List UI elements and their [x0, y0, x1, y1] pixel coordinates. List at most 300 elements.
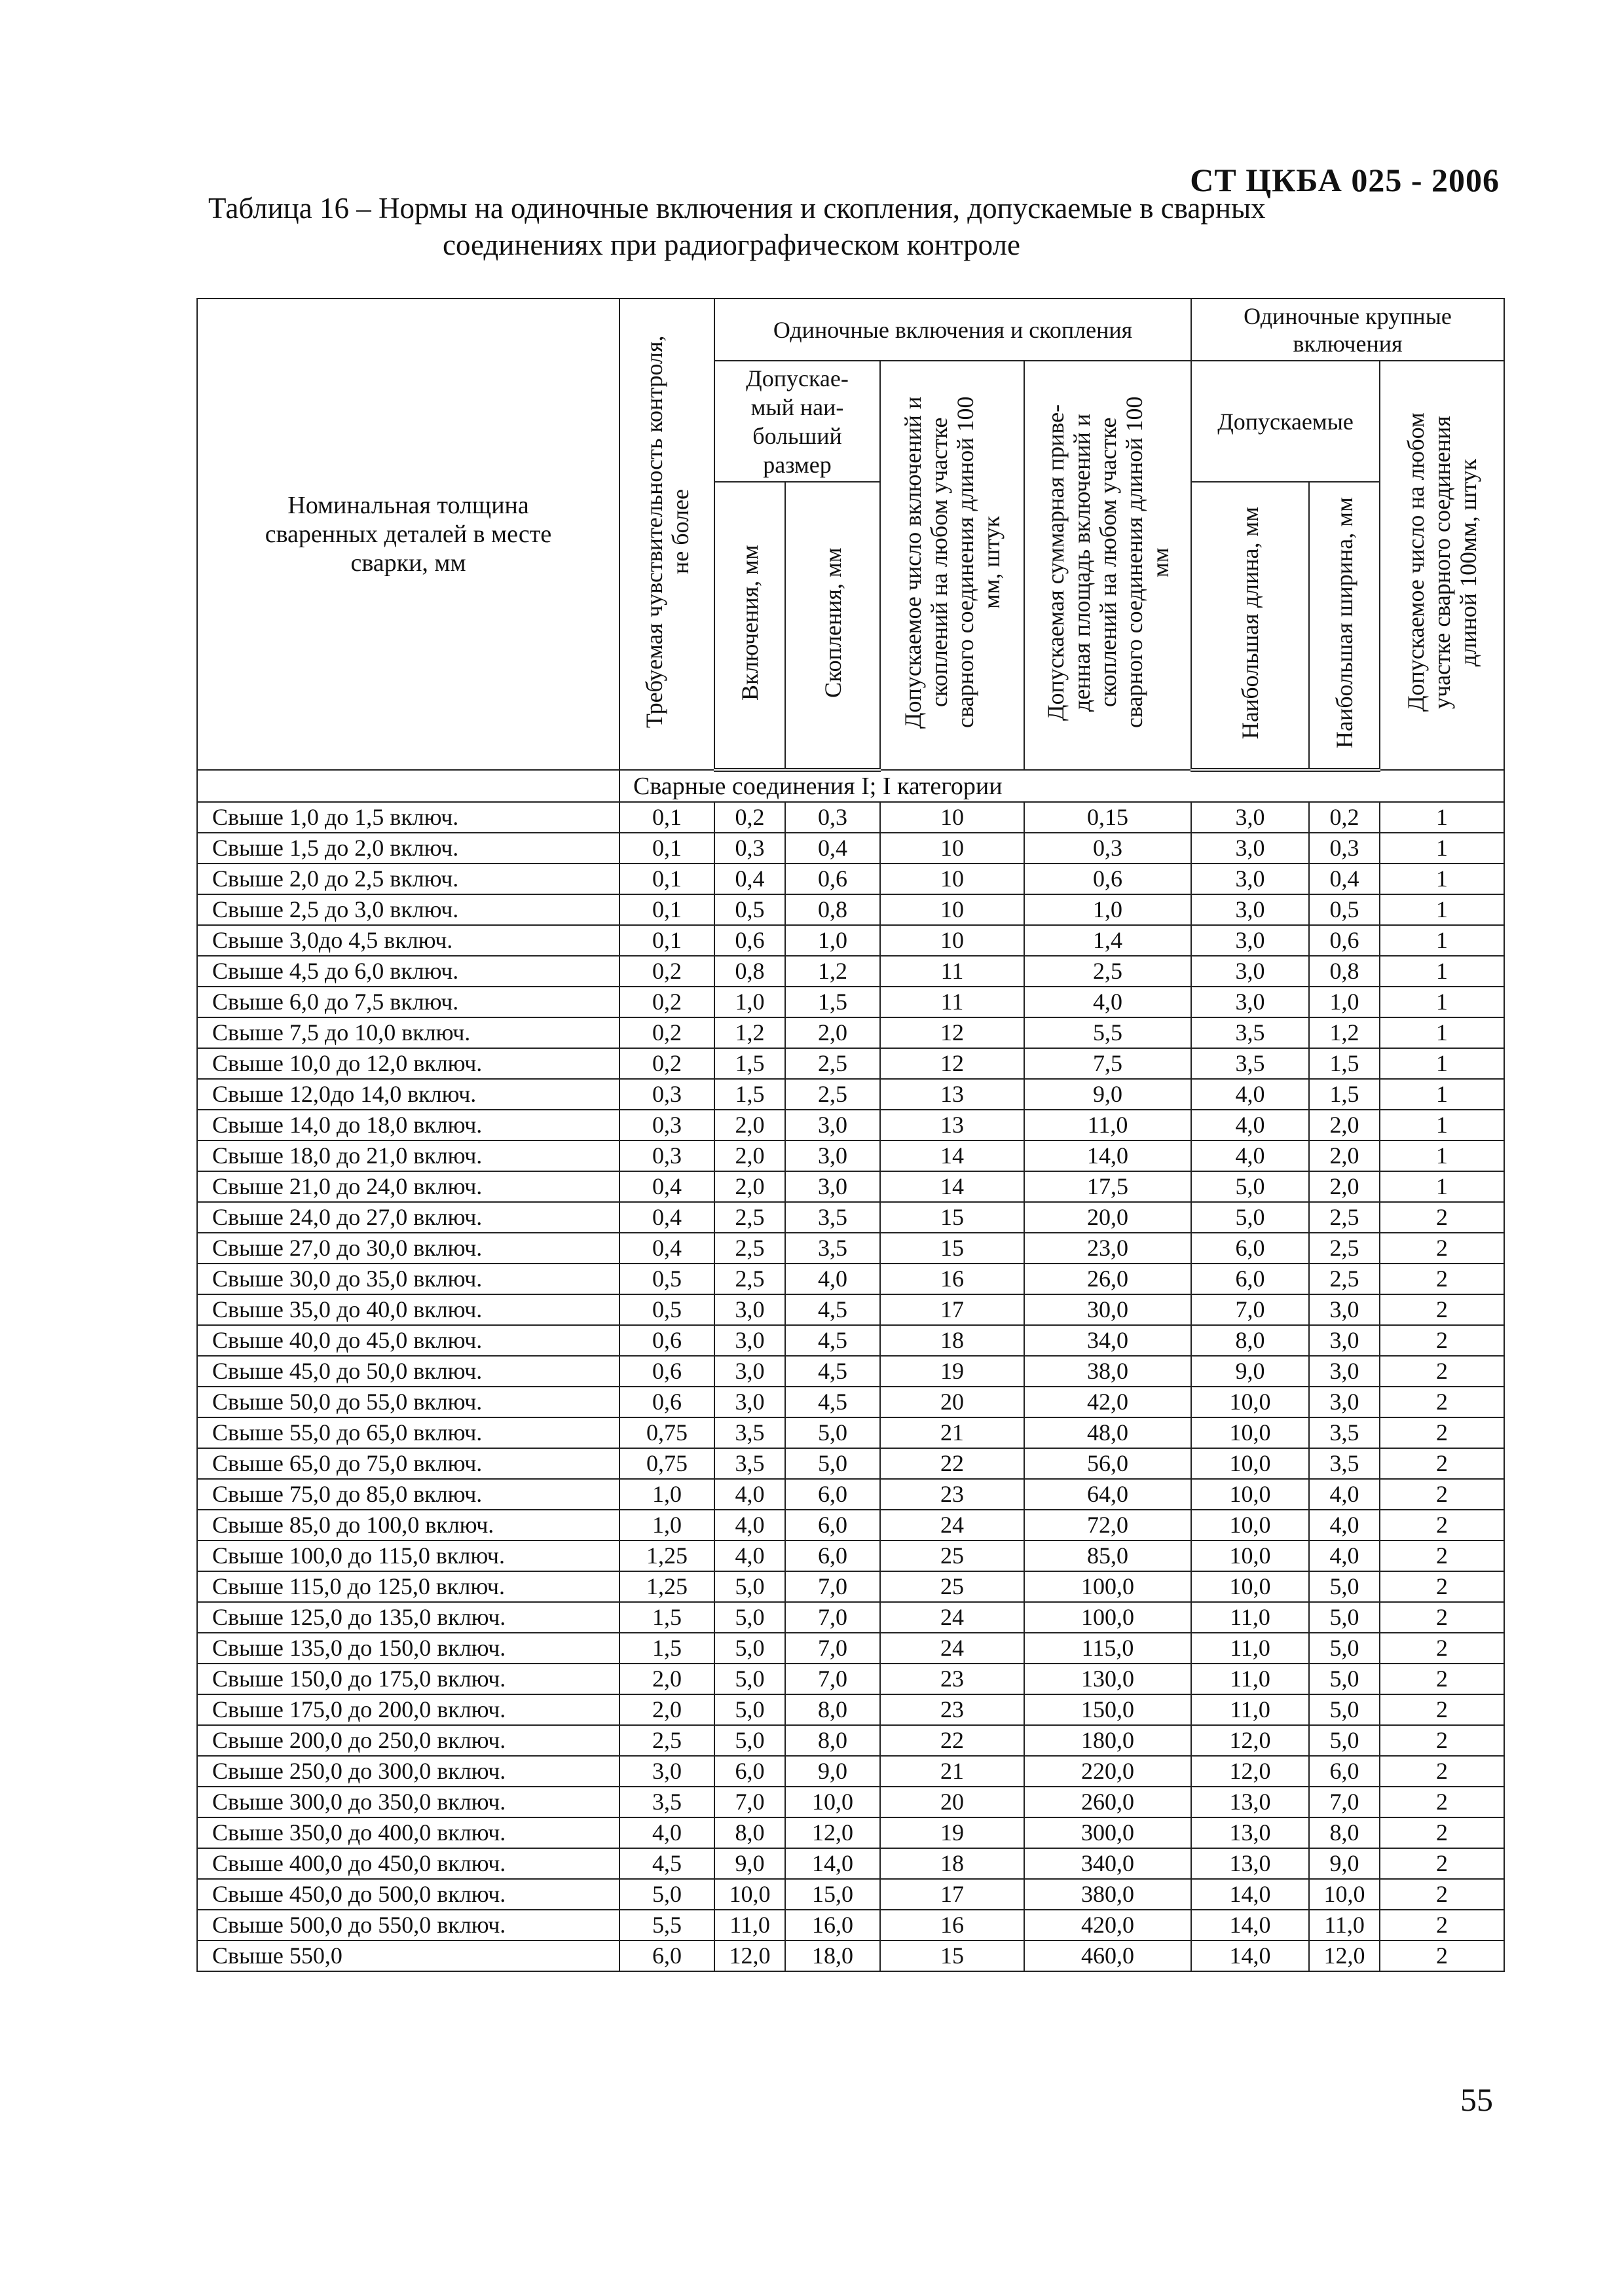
cell-large-count: 2: [1380, 1264, 1504, 1294]
cell-large-count: 2: [1380, 1325, 1504, 1356]
cell-inclusion-size: 0,6: [714, 925, 785, 956]
cell-area-100mm: 100,0: [1024, 1602, 1191, 1633]
cell-max-length: 3,0: [1191, 987, 1309, 1017]
cell-max-width: 3,0: [1309, 1325, 1380, 1356]
cell-thickness: Свыше 12,0до 14,0 включ.: [197, 1079, 619, 1110]
cell-thickness: Свыше 450,0 до 500,0 включ.: [197, 1879, 619, 1910]
table-row: [197, 1202, 1504, 1233]
header-max-length: Наибольшая длина, мм: [1191, 482, 1309, 770]
header-allowed: Допускаемые: [1191, 361, 1380, 482]
cell-max-length: 10,0: [1191, 1571, 1309, 1602]
cell-cluster-size: 2,0: [785, 1017, 880, 1048]
cell-thickness: Свыше 1,5 до 2,0 включ.: [197, 833, 619, 864]
table-row: [197, 1633, 1504, 1664]
cell-thickness: Свыше 175,0 до 200,0 включ.: [197, 1694, 619, 1725]
table-row: [197, 925, 1504, 956]
cell-cluster-size: 0,3: [785, 802, 880, 833]
cell-thickness: Свыше 400,0 до 450,0 включ.: [197, 1848, 619, 1879]
cell-max-width: 0,6: [1309, 925, 1380, 956]
cell-max-width: 3,5: [1309, 1417, 1380, 1448]
cell-count-100mm: 21: [880, 1756, 1024, 1787]
table-header: [197, 299, 1504, 770]
table-row: [197, 1817, 1504, 1848]
cell-thickness: Свыше 1,0 до 1,5 включ.: [197, 802, 619, 833]
cell-area-100mm: 0,3: [1024, 833, 1191, 864]
cell-inclusion-size: 2,5: [714, 1233, 785, 1264]
cell-large-count: 2: [1380, 1633, 1504, 1664]
cell-max-width: 3,0: [1309, 1356, 1380, 1387]
cell-area-100mm: 26,0: [1024, 1264, 1191, 1294]
cell-area-100mm: 56,0: [1024, 1448, 1191, 1479]
cell-count-100mm: 14: [880, 1171, 1024, 1202]
cell-large-count: 2: [1380, 1540, 1504, 1571]
cell-inclusion-size: 2,0: [714, 1171, 785, 1202]
cell-area-100mm: 14,0: [1024, 1140, 1191, 1171]
table-row: [197, 1356, 1504, 1387]
cell-max-length: 9,0: [1191, 1356, 1309, 1387]
cell-sensitivity: 0,3: [619, 1110, 714, 1140]
cell-large-count: 2: [1380, 1510, 1504, 1540]
cell-max-length: 10,0: [1191, 1540, 1309, 1571]
cell-cluster-size: 3,5: [785, 1202, 880, 1233]
cell-sensitivity: 3,5: [619, 1787, 714, 1817]
cell-area-100mm: 17,5: [1024, 1171, 1191, 1202]
cell-area-100mm: 38,0: [1024, 1356, 1191, 1387]
cell-max-width: 0,2: [1309, 802, 1380, 833]
cell-area-100mm: 460,0: [1024, 1941, 1191, 1971]
section-title: Сварные соединения I; I категории: [619, 770, 1504, 802]
cell-cluster-size: 6,0: [785, 1510, 880, 1540]
cell-thickness: Свыше 18,0 до 21,0 включ.: [197, 1140, 619, 1171]
cell-count-100mm: 24: [880, 1510, 1024, 1540]
header-count-100mm: Допускаемое число включений и скоплений на любом участке сварного соединения длиной 100 мм, штук: [880, 361, 1024, 770]
cell-thickness: Свыше 55,0 до 65,0 включ.: [197, 1417, 619, 1448]
cell-inclusion-size: 3,0: [714, 1356, 785, 1387]
cell-large-count: 1: [1380, 1048, 1504, 1079]
header-max-width: Наибольшая ширина, мм: [1309, 482, 1380, 770]
cell-cluster-size: 3,5: [785, 1233, 880, 1264]
cell-max-length: 12,0: [1191, 1725, 1309, 1756]
cell-count-100mm: 13: [880, 1079, 1024, 1110]
cell-large-count: 2: [1380, 1941, 1504, 1971]
cell-sensitivity: 0,1: [619, 894, 714, 925]
cell-max-width: 2,5: [1309, 1202, 1380, 1233]
cell-max-width: 0,3: [1309, 833, 1380, 864]
table-row: [197, 1910, 1504, 1941]
table-row: [197, 1694, 1504, 1725]
cell-sensitivity: 1,25: [619, 1571, 714, 1602]
cell-sensitivity: 0,6: [619, 1356, 714, 1387]
cell-max-width: 3,5: [1309, 1448, 1380, 1479]
table-row: [197, 1233, 1504, 1264]
cell-area-100mm: 34,0: [1024, 1325, 1191, 1356]
cell-max-length: 13,0: [1191, 1817, 1309, 1848]
cell-sensitivity: 0,1: [619, 864, 714, 894]
cell-sensitivity: 0,5: [619, 1294, 714, 1325]
cell-cluster-size: 12,0: [785, 1817, 880, 1848]
cell-max-length: 10,0: [1191, 1417, 1309, 1448]
table-row: [197, 1479, 1504, 1510]
cell-cluster-size: 10,0: [785, 1787, 880, 1817]
cell-sensitivity: 0,75: [619, 1448, 714, 1479]
table-row: [197, 956, 1504, 987]
cell-thickness: Свыше 6,0 до 7,5 включ.: [197, 987, 619, 1017]
cell-cluster-size: 5,0: [785, 1448, 880, 1479]
cell-area-100mm: 220,0: [1024, 1756, 1191, 1787]
cell-max-width: 5,0: [1309, 1633, 1380, 1664]
cell-max-length: 10,0: [1191, 1448, 1309, 1479]
cell-sensitivity: 0,3: [619, 1079, 714, 1110]
cell-sensitivity: 0,75: [619, 1417, 714, 1448]
cell-thickness: Свыше 14,0 до 18,0 включ.: [197, 1110, 619, 1140]
cell-large-count: 2: [1380, 1817, 1504, 1848]
cell-count-100mm: 23: [880, 1664, 1024, 1694]
cell-inclusion-size: 5,0: [714, 1602, 785, 1633]
cell-max-width: 7,0: [1309, 1787, 1380, 1817]
cell-max-length: 4,0: [1191, 1140, 1309, 1171]
cell-max-length: 11,0: [1191, 1694, 1309, 1725]
cell-inclusion-size: 3,0: [714, 1294, 785, 1325]
cell-sensitivity: 5,5: [619, 1910, 714, 1941]
cell-max-length: 11,0: [1191, 1664, 1309, 1694]
cell-max-length: 10,0: [1191, 1387, 1309, 1417]
cell-inclusion-size: 3,0: [714, 1387, 785, 1417]
cell-max-width: 4,0: [1309, 1540, 1380, 1571]
cell-max-width: 4,0: [1309, 1479, 1380, 1510]
table-row: [197, 1941, 1504, 1971]
cell-inclusion-size: 1,0: [714, 987, 785, 1017]
cell-inclusion-size: 0,3: [714, 833, 785, 864]
cell-area-100mm: 5,5: [1024, 1017, 1191, 1048]
cell-inclusion-size: 2,0: [714, 1110, 785, 1140]
cell-max-length: 7,0: [1191, 1294, 1309, 1325]
cell-inclusion-size: 0,4: [714, 864, 785, 894]
cell-inclusion-size: 1,2: [714, 1017, 785, 1048]
cell-count-100mm: 23: [880, 1479, 1024, 1510]
table-row: [197, 1387, 1504, 1417]
cell-cluster-size: 0,6: [785, 864, 880, 894]
cell-sensitivity: 5,0: [619, 1879, 714, 1910]
cell-sensitivity: 1,5: [619, 1602, 714, 1633]
cell-thickness: Свыше 135,0 до 150,0 включ.: [197, 1633, 619, 1664]
cell-count-100mm: 15: [880, 1941, 1024, 1971]
cell-large-count: 2: [1380, 1694, 1504, 1725]
cell-area-100mm: 260,0: [1024, 1787, 1191, 1817]
cell-inclusion-size: 5,0: [714, 1694, 785, 1725]
table-row: [197, 1325, 1504, 1356]
cell-inclusion-size: 9,0: [714, 1848, 785, 1879]
cell-max-length: 14,0: [1191, 1879, 1309, 1910]
cell-max-width: 5,0: [1309, 1725, 1380, 1756]
cell-sensitivity: 1,5: [619, 1633, 714, 1664]
cell-cluster-size: 3,0: [785, 1110, 880, 1140]
cell-count-100mm: 10: [880, 833, 1024, 864]
table-row: [197, 1448, 1504, 1479]
cell-inclusion-size: 5,0: [714, 1664, 785, 1694]
cell-large-count: 2: [1380, 1725, 1504, 1756]
table-row: [197, 1048, 1504, 1079]
cell-max-width: 3,0: [1309, 1294, 1380, 1325]
cell-max-length: 13,0: [1191, 1848, 1309, 1879]
cell-count-100mm: 20: [880, 1387, 1024, 1417]
cell-thickness: Свыше 10,0 до 12,0 включ.: [197, 1048, 619, 1079]
cell-large-count: 1: [1380, 925, 1504, 956]
cell-max-length: 13,0: [1191, 1787, 1309, 1817]
cell-inclusion-size: 3,0: [714, 1325, 785, 1356]
cell-max-length: 14,0: [1191, 1941, 1309, 1971]
cell-inclusion-size: 0,2: [714, 802, 785, 833]
table-row: [197, 833, 1504, 864]
table-row: [197, 1171, 1504, 1202]
cell-cluster-size: 0,4: [785, 833, 880, 864]
cell-max-length: 3,5: [1191, 1017, 1309, 1048]
cell-large-count: 2: [1380, 1602, 1504, 1633]
cell-large-count: 2: [1380, 1202, 1504, 1233]
cell-thickness: Свыше 4,5 до 6,0 включ.: [197, 956, 619, 987]
cell-sensitivity: 0,4: [619, 1171, 714, 1202]
cell-count-100mm: 14: [880, 1140, 1024, 1171]
norms-table: [196, 298, 1505, 1972]
cell-large-count: 1: [1380, 802, 1504, 833]
cell-inclusion-size: 12,0: [714, 1941, 785, 1971]
cell-area-100mm: 1,4: [1024, 925, 1191, 956]
cell-max-length: 11,0: [1191, 1602, 1309, 1633]
cell-area-100mm: 1,0: [1024, 894, 1191, 925]
caption-line-2: соединениях при радиографическом контроле: [443, 228, 1020, 261]
cell-large-count: 1: [1380, 1079, 1504, 1110]
cell-area-100mm: 42,0: [1024, 1387, 1191, 1417]
cell-cluster-size: 16,0: [785, 1910, 880, 1941]
cell-large-count: 2: [1380, 1356, 1504, 1387]
cell-large-count: 2: [1380, 1664, 1504, 1694]
cell-thickness: Свыше 27,0 до 30,0 включ.: [197, 1233, 619, 1264]
cell-max-width: 8,0: [1309, 1817, 1380, 1848]
cell-large-count: 2: [1380, 1787, 1504, 1817]
cell-area-100mm: 0,6: [1024, 864, 1191, 894]
cell-count-100mm: 12: [880, 1048, 1024, 1079]
cell-thickness: Свыше 30,0 до 35,0 включ.: [197, 1264, 619, 1294]
cell-area-100mm: 300,0: [1024, 1817, 1191, 1848]
cell-thickness: Свыше 115,0 до 125,0 включ.: [197, 1571, 619, 1602]
cell-large-count: 1: [1380, 956, 1504, 987]
cell-count-100mm: 17: [880, 1879, 1024, 1910]
cell-cluster-size: 8,0: [785, 1694, 880, 1725]
table-row: [197, 1294, 1504, 1325]
cell-thickness: Свыше 2,0 до 2,5 включ.: [197, 864, 619, 894]
table-row: [197, 864, 1504, 894]
table-row: [197, 1664, 1504, 1694]
cell-sensitivity: 6,0: [619, 1941, 714, 1971]
cell-cluster-size: 3,0: [785, 1171, 880, 1202]
cell-inclusion-size: 3,5: [714, 1417, 785, 1448]
cell-count-100mm: 10: [880, 802, 1024, 833]
cell-area-100mm: 48,0: [1024, 1417, 1191, 1448]
cell-thickness: Свыше 50,0 до 55,0 включ.: [197, 1387, 619, 1417]
cell-count-100mm: 18: [880, 1325, 1024, 1356]
cell-max-width: 1,5: [1309, 1048, 1380, 1079]
cell-cluster-size: 6,0: [785, 1540, 880, 1571]
cell-cluster-size: 4,5: [785, 1387, 880, 1417]
cell-large-count: 1: [1380, 864, 1504, 894]
cell-area-100mm: 30,0: [1024, 1294, 1191, 1325]
cell-count-100mm: 22: [880, 1448, 1024, 1479]
cell-count-100mm: 17: [880, 1294, 1024, 1325]
cell-max-width: 1,2: [1309, 1017, 1380, 1048]
cell-inclusion-size: 1,5: [714, 1048, 785, 1079]
table-row: [197, 1571, 1504, 1602]
cell-large-count: 2: [1380, 1879, 1504, 1910]
cell-area-100mm: 2,5: [1024, 956, 1191, 987]
table-row: [197, 894, 1504, 925]
cell-max-length: 3,0: [1191, 925, 1309, 956]
cell-thickness: Свыше 500,0 до 550,0 включ.: [197, 1910, 619, 1941]
header-area-100mm: Допускаемая суммарная приве-денная площадь включений и скоплений на любом участке сварного соединения длиной 100 мм: [1024, 361, 1191, 770]
cell-large-count: 1: [1380, 1017, 1504, 1048]
cell-count-100mm: 19: [880, 1817, 1024, 1848]
cell-cluster-size: 4,5: [785, 1356, 880, 1387]
cell-inclusion-size: 4,0: [714, 1540, 785, 1571]
table-row: [197, 1110, 1504, 1140]
cell-sensitivity: 0,1: [619, 802, 714, 833]
cell-sensitivity: 0,4: [619, 1233, 714, 1264]
cell-max-length: 3,0: [1191, 864, 1309, 894]
cell-count-100mm: 10: [880, 864, 1024, 894]
cell-area-100mm: 150,0: [1024, 1694, 1191, 1725]
table-row: [197, 1848, 1504, 1879]
cell-large-count: 1: [1380, 1171, 1504, 1202]
cell-area-100mm: 0,15: [1024, 802, 1191, 833]
cell-sensitivity: 2,5: [619, 1725, 714, 1756]
cell-area-100mm: 64,0: [1024, 1479, 1191, 1510]
cell-thickness: Свыше 150,0 до 175,0 включ.: [197, 1664, 619, 1694]
cell-max-width: 5,0: [1309, 1664, 1380, 1694]
table-row: [197, 1264, 1504, 1294]
cell-sensitivity: 0,1: [619, 833, 714, 864]
header-large-inclusions: Одиночные крупные включения: [1191, 299, 1504, 361]
table-row: [197, 1017, 1504, 1048]
cell-max-length: 3,0: [1191, 956, 1309, 987]
cell-large-count: 1: [1380, 987, 1504, 1017]
cell-inclusion-size: 2,5: [714, 1202, 785, 1233]
cell-count-100mm: 22: [880, 1725, 1024, 1756]
cell-area-100mm: 85,0: [1024, 1540, 1191, 1571]
cell-sensitivity: 0,3: [619, 1140, 714, 1171]
cell-thickness: Свыше 2,5 до 3,0 включ.: [197, 894, 619, 925]
cell-inclusion-size: 5,0: [714, 1725, 785, 1756]
cell-thickness: Свыше 40,0 до 45,0 включ.: [197, 1325, 619, 1356]
cell-sensitivity: 0,1: [619, 925, 714, 956]
cell-count-100mm: 16: [880, 1910, 1024, 1941]
cell-large-count: 1: [1380, 1140, 1504, 1171]
cell-cluster-size: 7,0: [785, 1571, 880, 1602]
cell-max-length: 4,0: [1191, 1079, 1309, 1110]
cell-area-100mm: 180,0: [1024, 1725, 1191, 1756]
cell-area-100mm: 115,0: [1024, 1633, 1191, 1664]
cell-cluster-size: 7,0: [785, 1602, 880, 1633]
cell-max-width: 11,0: [1309, 1910, 1380, 1941]
cell-thickness: Свыше 24,0 до 27,0 включ.: [197, 1202, 619, 1233]
cell-thickness: Свыше 65,0 до 75,0 включ.: [197, 1448, 619, 1479]
cell-max-width: 3,0: [1309, 1387, 1380, 1417]
cell-max-width: 10,0: [1309, 1879, 1380, 1910]
cell-cluster-size: 2,5: [785, 1048, 880, 1079]
cell-large-count: 2: [1380, 1448, 1504, 1479]
cell-thickness: Свыше 100,0 до 115,0 включ.: [197, 1540, 619, 1571]
cell-sensitivity: 0,2: [619, 1048, 714, 1079]
cell-cluster-size: 3,0: [785, 1140, 880, 1171]
header-single-inclusions: Одиночные включения и скопления: [714, 299, 1191, 361]
cell-count-100mm: 18: [880, 1848, 1024, 1879]
cell-large-count: 2: [1380, 1571, 1504, 1602]
cell-sensitivity: 3,0: [619, 1756, 714, 1787]
cell-large-count: 1: [1380, 1110, 1504, 1140]
cell-large-count: 2: [1380, 1417, 1504, 1448]
cell-max-width: 2,0: [1309, 1140, 1380, 1171]
cell-max-length: 11,0: [1191, 1633, 1309, 1664]
cell-max-length: 5,0: [1191, 1202, 1309, 1233]
document-code: СТ ЦКБА 025 - 2006: [1190, 162, 1500, 198]
cell-cluster-size: 18,0: [785, 1941, 880, 1971]
cell-inclusion-size: 1,5: [714, 1079, 785, 1110]
table-row: [197, 1602, 1504, 1633]
cell-sensitivity: 1,0: [619, 1510, 714, 1540]
cell-max-length: 10,0: [1191, 1510, 1309, 1540]
cell-large-count: 1: [1380, 833, 1504, 864]
table-row: [197, 1756, 1504, 1787]
cell-large-count: 2: [1380, 1387, 1504, 1417]
cell-sensitivity: 0,6: [619, 1387, 714, 1417]
cell-inclusion-size: 5,0: [714, 1633, 785, 1664]
cell-cluster-size: 7,0: [785, 1633, 880, 1664]
page-number: 55: [1460, 2081, 1493, 2118]
cell-sensitivity: 1,25: [619, 1540, 714, 1571]
cell-cluster-size: 6,0: [785, 1479, 880, 1510]
table-caption: [208, 190, 1452, 263]
cell-max-length: 3,0: [1191, 833, 1309, 864]
table-row: [197, 1417, 1504, 1448]
header-inclusions: Включения, мм: [714, 482, 785, 770]
cell-max-width: 1,5: [1309, 1079, 1380, 1110]
cell-cluster-size: 1,2: [785, 956, 880, 987]
cell-thickness: Свыше 75,0 до 85,0 включ.: [197, 1479, 619, 1510]
cell-max-length: 8,0: [1191, 1325, 1309, 1356]
cell-inclusion-size: 0,8: [714, 956, 785, 987]
cell-large-count: 2: [1380, 1756, 1504, 1787]
cell-thickness: Свыше 35,0 до 40,0 включ.: [197, 1294, 619, 1325]
table-row: [197, 1540, 1504, 1571]
cell-thickness: Свыше 45,0 до 50,0 включ.: [197, 1356, 619, 1387]
cell-large-count: 2: [1380, 1233, 1504, 1264]
cell-inclusion-size: 4,0: [714, 1510, 785, 1540]
cell-area-100mm: 23,0: [1024, 1233, 1191, 1264]
table-row: [197, 1510, 1504, 1540]
cell-cluster-size: 14,0: [785, 1848, 880, 1879]
cell-sensitivity: 2,0: [619, 1694, 714, 1725]
table-row: [197, 1725, 1504, 1756]
header-max-size: Допускае-мый наи-больший размер: [714, 361, 880, 482]
cell-thickness: Свыше 21,0 до 24,0 включ.: [197, 1171, 619, 1202]
cell-max-width: 2,5: [1309, 1233, 1380, 1264]
header-large-count: Допускаемое число на любом участке сварного соединения длиной 100мм, штук: [1380, 361, 1504, 770]
cell-cluster-size: 7,0: [785, 1664, 880, 1694]
cell-inclusion-size: 4,0: [714, 1479, 785, 1510]
header-thickness: Номинальная толщина сваренных деталей в месте сварки, мм: [197, 299, 619, 770]
cell-max-width: 2,0: [1309, 1171, 1380, 1202]
cell-max-length: 4,0: [1191, 1110, 1309, 1140]
cell-area-100mm: 7,5: [1024, 1048, 1191, 1079]
cell-thickness: Свыше 250,0 до 300,0 включ.: [197, 1756, 619, 1787]
cell-max-width: 6,0: [1309, 1756, 1380, 1787]
